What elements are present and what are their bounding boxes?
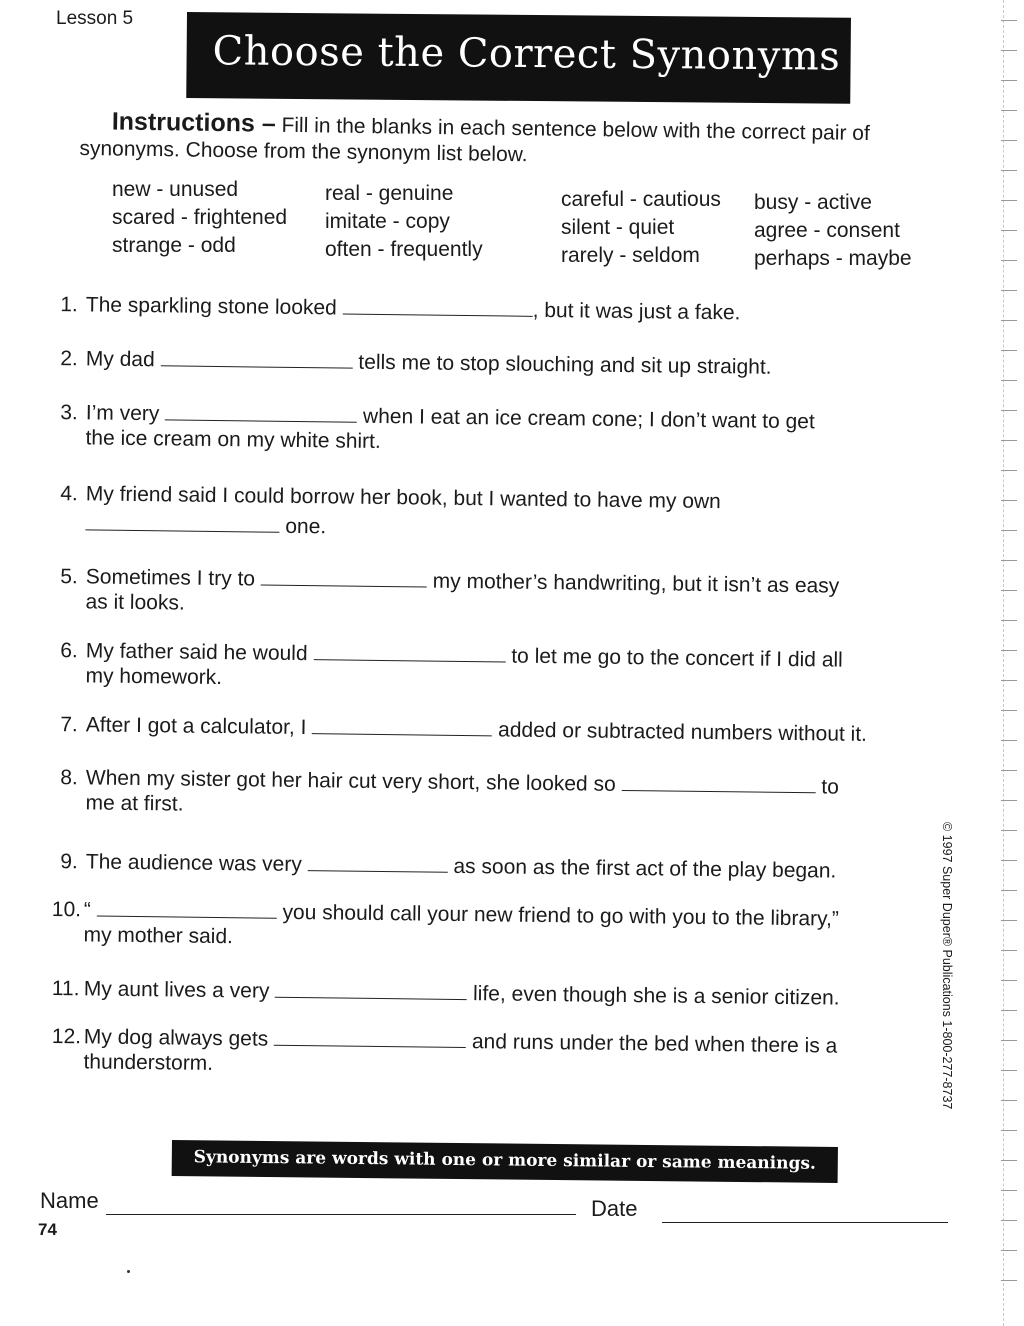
question-text: The audience was very xyxy=(85,850,302,877)
question-text: My friend said I could borrow her book, but I wanted to have my own xyxy=(85,482,721,514)
edge-tick xyxy=(1001,1160,1017,1161)
synonym-pair: real - genuine xyxy=(325,182,454,205)
edge-tick xyxy=(1001,800,1017,801)
edge-tick xyxy=(1001,290,1017,291)
answer-blank[interactable] xyxy=(165,401,357,422)
answer-blank[interactable] xyxy=(85,511,279,532)
question-number: 7. xyxy=(60,713,78,737)
lesson-label: Lesson 5 xyxy=(56,8,134,29)
edge-tick xyxy=(1001,770,1017,771)
edge-tick xyxy=(1001,890,1017,891)
date-field[interactable] xyxy=(662,1222,948,1223)
edge-tick xyxy=(1001,410,1017,411)
question-text: , but it was just a fake. xyxy=(532,298,741,325)
question-text-line2: one. xyxy=(285,514,327,539)
edge-tick xyxy=(1001,710,1017,711)
question-text: My dad xyxy=(85,347,155,372)
question-number: 12. xyxy=(51,1024,82,1049)
question-number: 2. xyxy=(60,347,78,371)
name-field[interactable] xyxy=(106,1214,576,1215)
edge-tick xyxy=(1001,860,1017,861)
edge-tick xyxy=(1001,1070,1017,1071)
answer-blank[interactable] xyxy=(261,567,427,588)
edge-tick xyxy=(1001,230,1017,231)
answer-blank[interactable] xyxy=(160,347,352,368)
question-text: My dog always gets xyxy=(83,1025,269,1051)
synonym-pair: silent - quiet xyxy=(561,216,675,239)
synonym-column-1 xyxy=(112,176,287,260)
question-number: 4. xyxy=(60,482,78,506)
question-number: 5. xyxy=(60,565,78,589)
synonym-column-3 xyxy=(561,186,721,270)
edge-tick xyxy=(1001,1100,1017,1101)
question-text: to let me go to the concert if I did all xyxy=(511,644,843,672)
edge-tick xyxy=(1001,350,1017,351)
question-text-line2: thunderstorm. xyxy=(83,1050,214,1075)
question-number: 11. xyxy=(51,976,80,1001)
edge-tick xyxy=(1001,110,1017,111)
answer-blank[interactable] xyxy=(275,979,467,1000)
edge-tick xyxy=(1001,1190,1017,1191)
synonym-pair: busy - active xyxy=(754,191,872,214)
edge-tick xyxy=(1001,200,1017,201)
edge-tick xyxy=(1001,830,1017,831)
stray-mark xyxy=(127,1270,130,1273)
question-text-line2: my mother said. xyxy=(83,923,234,949)
question-text-line2: the ice cream on my white shirt. xyxy=(85,426,381,453)
edge-tick xyxy=(1001,530,1017,531)
question-text: when I eat an ice cream cone; I don’t want to get xyxy=(362,404,815,434)
edge-tick xyxy=(1001,650,1017,651)
edge-tick xyxy=(1001,680,1017,681)
question-text: When my sister got her hair cut very short, she looked so xyxy=(85,766,616,796)
edge-tick xyxy=(1001,440,1017,441)
edge-tick xyxy=(1001,1040,1017,1041)
answer-blank[interactable] xyxy=(308,852,448,873)
question-text-line2: as it looks. xyxy=(85,590,185,615)
question-text: I’m very xyxy=(85,401,160,426)
edge-tick xyxy=(1001,560,1017,561)
question-text: My aunt lives a very xyxy=(83,977,270,1003)
edge-tick xyxy=(1001,1220,1017,1221)
edge-tick xyxy=(1001,140,1017,141)
synonym-pair: often - frequently xyxy=(325,238,483,261)
page-edge-marks xyxy=(995,0,1024,1326)
page-number: 74 xyxy=(38,1220,57,1239)
question-text: The sparkling stone looked xyxy=(85,293,337,320)
edge-tick xyxy=(1001,980,1017,981)
question-number: 1. xyxy=(60,293,78,317)
question-number: 6. xyxy=(60,639,78,663)
synonym-column-2 xyxy=(325,180,483,264)
edge-tick xyxy=(1001,380,1017,381)
edge-tick xyxy=(1001,920,1017,921)
synonym-pair: agree - consent xyxy=(754,219,900,242)
question-number: 10. xyxy=(51,897,82,922)
question-text: added or subtracted numbers without it. xyxy=(497,718,868,746)
instructions xyxy=(79,108,970,174)
question-text: my mother’s handwriting, but it isn’t as easy xyxy=(432,569,840,598)
question-number: 9. xyxy=(60,850,78,874)
synonym-pair: rarely - seldom xyxy=(561,244,700,267)
question-text: to xyxy=(821,775,840,799)
answer-blank[interactable] xyxy=(312,715,492,736)
edge-tick xyxy=(1001,1010,1017,1011)
edge-tick xyxy=(1001,740,1017,741)
edge-tick xyxy=(1001,1280,1017,1281)
question-text-line2: me at first. xyxy=(85,791,184,816)
question-text-line2: my homework. xyxy=(85,664,223,690)
edge-tick xyxy=(1001,260,1017,261)
copyright-notice: © 1997 Super Duper® Publications 1-800-277-8737 xyxy=(940,822,954,1110)
answer-blank[interactable] xyxy=(621,772,815,793)
edge-tick xyxy=(1001,80,1017,81)
date-label: Date xyxy=(591,1196,638,1221)
question-text: and runs under the bed when there is a xyxy=(471,1030,838,1058)
question-text: life, even though she is a senior citizen. xyxy=(472,982,840,1010)
edge-tick xyxy=(1001,50,1017,51)
edge-tick xyxy=(1001,170,1017,171)
instructions-text: Fill in the blanks in each sentence below with the correct pair of synonyms. Choose from the synonym list below. xyxy=(79,113,870,167)
question-number: 3. xyxy=(60,401,78,425)
edge-tick xyxy=(1001,320,1017,321)
answer-blank[interactable] xyxy=(97,898,277,919)
question-number: 8. xyxy=(60,766,78,790)
synonym-pair: imitate - copy xyxy=(325,210,450,233)
synonym-pair: strange - odd xyxy=(112,234,236,257)
answer-blank[interactable] xyxy=(313,641,505,662)
question-text: Sometimes I try to xyxy=(85,565,256,591)
name-label: Name xyxy=(40,1188,99,1213)
question-text: My father said he would xyxy=(85,639,308,666)
instructions-lead: Instructions – xyxy=(111,107,276,138)
question-text: “ xyxy=(83,898,91,922)
synonym-pair: careful - cautious xyxy=(561,188,721,211)
edge-tick xyxy=(1001,470,1017,471)
question-text: you should call your new friend to go with you to the library,” xyxy=(282,900,840,931)
edge-tick xyxy=(1001,620,1017,621)
page-title: Choose the Correct Synonyms xyxy=(186,12,851,104)
edge-tick xyxy=(1001,950,1017,951)
definition-banner: Synonyms are words with one or more similar or same meanings. xyxy=(172,1140,838,1183)
question-text: After I got a calculator, I xyxy=(85,713,307,740)
answer-blank[interactable] xyxy=(343,296,533,317)
edge-tick xyxy=(1001,20,1017,21)
edge-tick xyxy=(1001,500,1017,501)
edge-tick xyxy=(1001,1130,1017,1131)
synonym-column-4 xyxy=(754,189,912,273)
question-text: tells me to stop slouching and sit up straight. xyxy=(358,350,772,379)
edge-tick xyxy=(1001,1250,1017,1251)
answer-blank[interactable] xyxy=(274,1027,466,1048)
synonym-pair: new - unused xyxy=(112,178,239,201)
synonym-pair: perhaps - maybe xyxy=(754,247,912,270)
synonym-pair: scared - frightened xyxy=(112,206,288,229)
edge-tick xyxy=(1001,590,1017,591)
question-text: as soon as the first act of the play began. xyxy=(453,854,837,883)
